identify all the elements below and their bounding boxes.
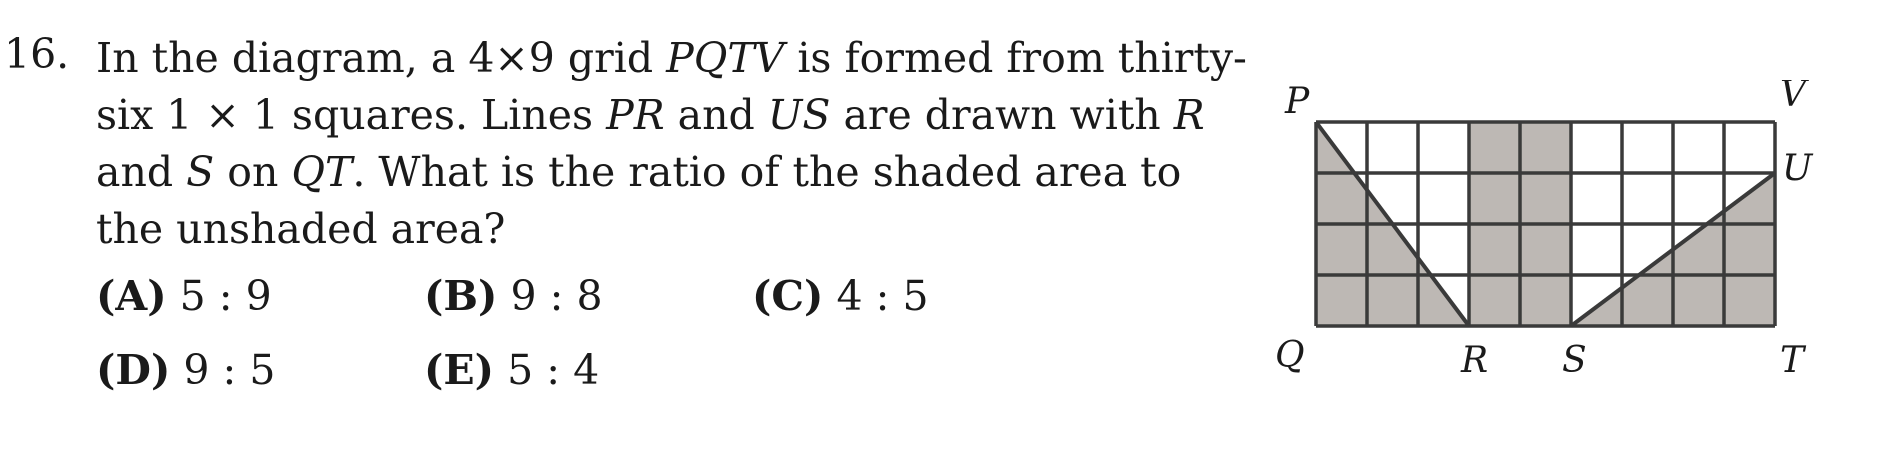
text-fragment: on <box>214 148 292 196</box>
label-t: T <box>1780 340 1805 380</box>
choice-label: (B) <box>424 272 498 320</box>
question-number: 16. <box>4 30 70 78</box>
math-qt: QT <box>291 148 353 196</box>
choice-value: 5 : 9 <box>179 272 272 320</box>
math-pr: PR <box>606 91 665 139</box>
text-fragment: . What is the ratio of the shaded area to <box>352 148 1182 196</box>
text-fragment: the unshaded area? <box>96 205 506 253</box>
text-fragment: six 1 × 1 squares. Lines <box>96 91 607 139</box>
question-line-2 <box>96 87 1236 144</box>
label-q: Q <box>1275 335 1305 376</box>
text-fragment: and <box>664 91 768 139</box>
grid-diagram <box>1270 80 1830 380</box>
label-v: V <box>1780 80 1806 115</box>
choice-label: (E) <box>424 346 495 394</box>
math-s: S <box>186 148 215 196</box>
label-u: U <box>1782 148 1813 189</box>
question-line-3 <box>96 144 1236 201</box>
question-text <box>96 30 1247 258</box>
choice-d[interactable] <box>96 346 275 394</box>
choice-e[interactable] <box>424 346 599 394</box>
choice-label: (A) <box>96 272 167 320</box>
question-line-1 <box>96 30 1247 87</box>
choice-a[interactable] <box>96 272 272 320</box>
label-s: S <box>1562 340 1587 380</box>
label-r: R <box>1461 340 1489 380</box>
text-fragment: are drawn with <box>830 91 1174 139</box>
choice-value: 9 : 5 <box>183 346 276 394</box>
label-p: P <box>1285 81 1310 122</box>
math-us: US <box>767 91 831 139</box>
choice-value: 9 : 8 <box>510 272 603 320</box>
math-r: R <box>1173 91 1205 139</box>
choice-label: (C) <box>752 272 824 320</box>
math-pqtv: PQTV <box>666 34 785 82</box>
grid-diagram-svg <box>1270 80 1830 380</box>
text-fragment: and <box>96 148 187 196</box>
text-fragment: is formed from thirty- <box>784 34 1247 82</box>
choice-b[interactable] <box>424 272 603 320</box>
choice-value: 5 : 4 <box>507 346 600 394</box>
choice-value: 4 : 5 <box>836 272 929 320</box>
question-line-4 <box>96 201 1236 258</box>
text-fragment: In the diagram, a 4×9 grid <box>96 34 667 82</box>
choice-c[interactable] <box>752 272 929 320</box>
choice-label: (D) <box>96 346 171 394</box>
